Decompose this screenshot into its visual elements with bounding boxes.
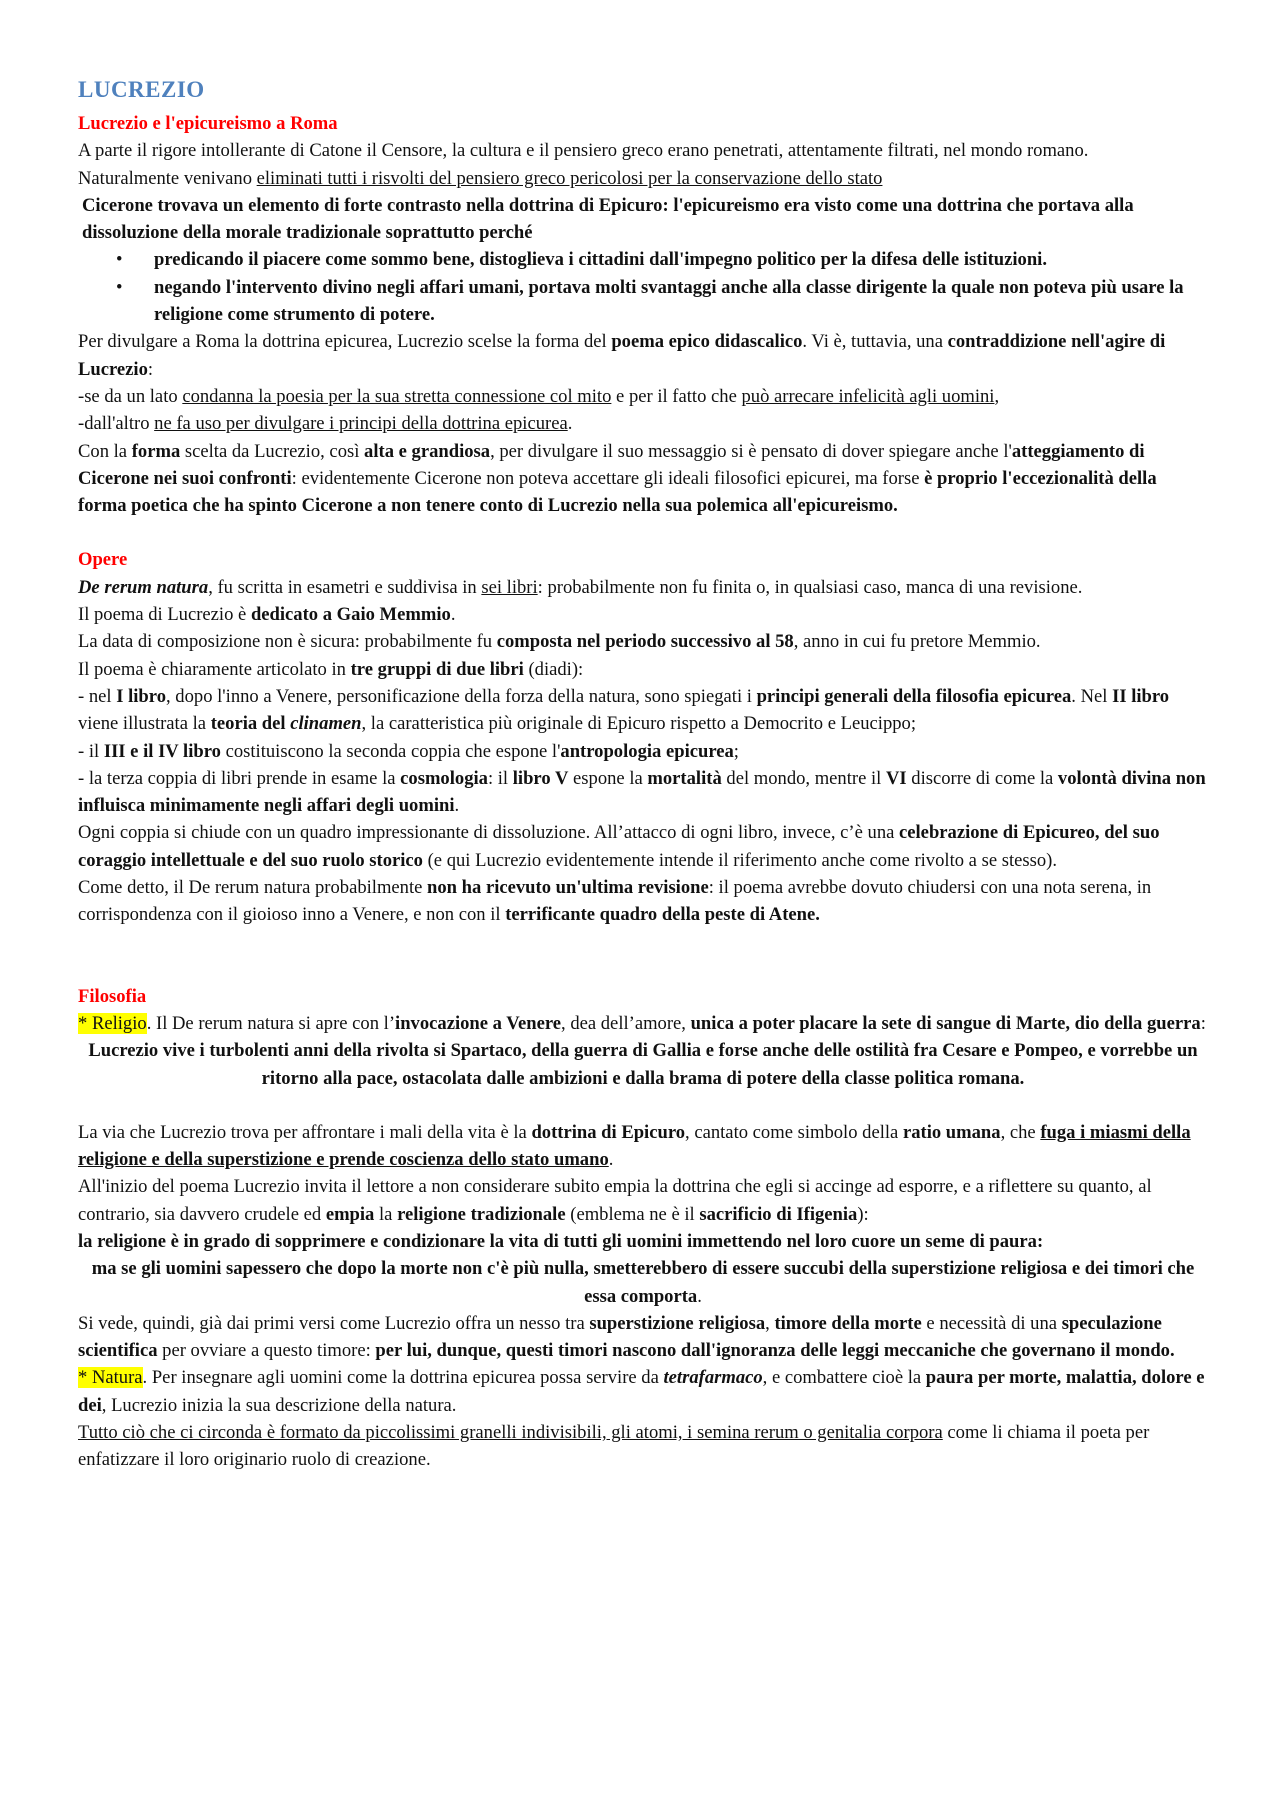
paragraph: Ogni coppia si chiude con un quadro impressionante di dissoluzione. All’attacco di ogni libro, invece, c’è una celebrazione di Epicureo, del suo coraggio intellettuale e del suo ruolo storico (e qui Lucrezio evidentemente intende il riferimento anche come rivolto a se stesso).	[78, 822, 1160, 871]
spacer	[78, 519, 1208, 546]
paragraph: la religione è in grado di sopprimere e condizionare la vita di tutti gli uomini immettendo nel loro cuore un seme di paura:	[78, 1230, 1044, 1252]
centered-paragraph: ma se gli uomini sapessero che dopo la morte non c'è più nulla, smetterebbero di essere succubi della superstizione religiosa e dei timori che essa comporta.	[91, 1258, 1195, 1307]
document-page	[78, 70, 1208, 1474]
paragraph: La data di composizione non è sicura: probabilmente fu composta nel periodo successivo al 58, anno in cui fu pretore Memmio.	[78, 631, 1041, 653]
paragraph: Si vede, quindi, già dai primi versi come Lucrezio offra un nesso tra superstizione religiosa, timore della morte e necessità di una speculazione scientifica per ovviare a questo timore: per lui, dunque, questi timori nascono dall'ignoranza delle leggi meccaniche che governano il mondo.	[78, 1312, 1175, 1362]
paragraph: A parte il rigore intollerante di Catone il Censore, la cultura e il pensiero greco erano penetrati, attentamente filtrati, nel mondo romano.	[78, 140, 1089, 162]
paragraph: - la terza coppia di libri prende in esame la cosmologia: il libro V espone la mortalità del mondo, mentre il VI discorre di come la volontà divina non influisca minimamente negli affari degli uomini.	[78, 767, 1206, 817]
section-heading-epicureismo: Lucrezio e l'epicureismo a Roma	[78, 113, 338, 134]
centered-paragraph: Lucrezio vive i turbolenti anni della rivolta si Spartaco, della guerra di Gallia e forse anche delle ostilità fra Cesare e Pompeo, e vorrebbe un ritorno alla pace, ostacolata dalle ambizioni e dalla brama di potere della classe politica romana.	[88, 1040, 1198, 1089]
paragraph: Il poema è chiaramente articolato in tre gruppi di due libri (diadi):	[78, 658, 584, 680]
paragraph: Tutto ciò che ci circonda è formato da piccolissimi granelli indivisibili, gli atomi, i semina rerum o genitalia corpora come li chiama il poeta per enfatizzare il loro originario ruolo di creazione.	[78, 1422, 1150, 1471]
paragraph: * Natura. Per insegnare agli uomini come la dottrina epicurea possa servire da tetrafarmaco, e combattere cioè la paura per morte, malattia, dolore e dei, Lucrezio inizia la sua descrizione della natura.	[78, 1367, 1205, 1416]
paragraph: Cicerone trovava un elemento di forte contrasto nella dottrina di Epicuro: l'epicureismo era visto come una dottrina che portava alla dissoluzione della morale tradizionale soprattutto perché	[82, 194, 1134, 244]
paragraph: La via che Lucrezio trova per affrontare i mali della vita è la dottrina di Epicuro, cantato come simbolo della ratio umana, che fuga i miasmi della religione e della superstizione e prende coscienza dello stato umano.	[78, 1121, 1191, 1171]
paragraph: - il III e il IV libro costituiscono la seconda coppia che espone l'antropologia epicurea;	[78, 740, 739, 762]
list-item: • negando l'intervento divino negli affari umani, portava molti svantaggi anche alla classe dirigente la quale non poteva più usare la religione come strumento di potere.	[78, 274, 1208, 329]
list-item: • predicando il piacere come sommo bene, distoglieva i cittadini dall'impegno politico per la difesa delle istituzioni.	[78, 246, 1208, 273]
paragraph: De rerum natura, fu scritta in esametri e suddivisa in sei libri: probabilmente non fu finita o, in qualsiasi caso, manca di una revisione.	[78, 576, 1083, 598]
paragraph: - nel I libro, dopo l'inno a Venere, personificazione della forza della natura, sono spiegati i principi generali della filosofia epicurea. Nel II libro viene illustrata la teoria del clinamen, la caratteristica più originale di Epicuro rispetto a Democrito e Leucippo;	[78, 685, 1170, 735]
paragraph: -se da un lato condanna la poesia per la sua stretta connessione col mito e per il fatto che può arrecare infelicità agli uomini,	[78, 385, 1000, 407]
paragraph: * Religio. Il De rerum natura si apre con l’invocazione a Venere, dea dell’amore, unica a poter placare la sete di sangue di Marte, dio della guerra:	[78, 1012, 1206, 1034]
paragraph: Il poema di Lucrezio è dedicato a Gaio Memmio.	[78, 604, 456, 626]
document-title: LUCREZIO	[78, 77, 205, 102]
paragraph: All'inizio del poema Lucrezio invita il lettore a non considerare subito empia la dottrina che egli si accinge ad esporre, e a riflettere su quanto, al contrario, sia davvero crudele ed empia la religione tradizionale (emblema ne è il sacrificio di Ifigenia):	[78, 1176, 1152, 1225]
paragraph: Naturalmente venivano eliminati tutti i risvolti del pensiero greco pericolosi per la conservazione dello stato	[78, 167, 883, 189]
highlight-natura: * Natura	[78, 1367, 143, 1389]
section-heading-opere: Opere	[78, 549, 128, 571]
paragraph: Come detto, il De rerum natura probabilmente non ha ricevuto un'ultima revisione: il poema avrebbe dovuto chiudersi con una nota serena, in corrispondenza con il gioioso inno a Venere, e non con il terrificante quadro della peste di Atene.	[78, 877, 1152, 926]
paragraph: -dall'altro ne fa uso per divulgare i principi della dottrina epicurea.	[78, 413, 573, 435]
paragraph: Con la forma scelta da Lucrezio, così alta e grandiosa, per divulgare il suo messaggio si è pensato di dover spiegare anche l'atteggiamento di Cicerone nei suoi confronti: evidentemente Cicerone non poteva accettare gli ideali filosofici epicurei, ma forse è proprio l'eccezionalità della forma poetica che ha spinto Cicerone a non tenere conto di Lucrezio nella sua polemica all'epicureismo.	[78, 440, 1157, 517]
spacer	[78, 1092, 1208, 1119]
section-heading-filosofia: Filosofia	[78, 985, 147, 1007]
bullet-list	[78, 246, 1208, 328]
spacer	[78, 929, 1208, 983]
highlight-religio: * Religio	[78, 1012, 147, 1034]
paragraph: Per divulgare a Roma la dottrina epicurea, Lucrezio scelse la forma del poema epico didascalico. Vi è, tuttavia, una contraddizione nell'agire di Lucrezio:	[78, 331, 1166, 380]
